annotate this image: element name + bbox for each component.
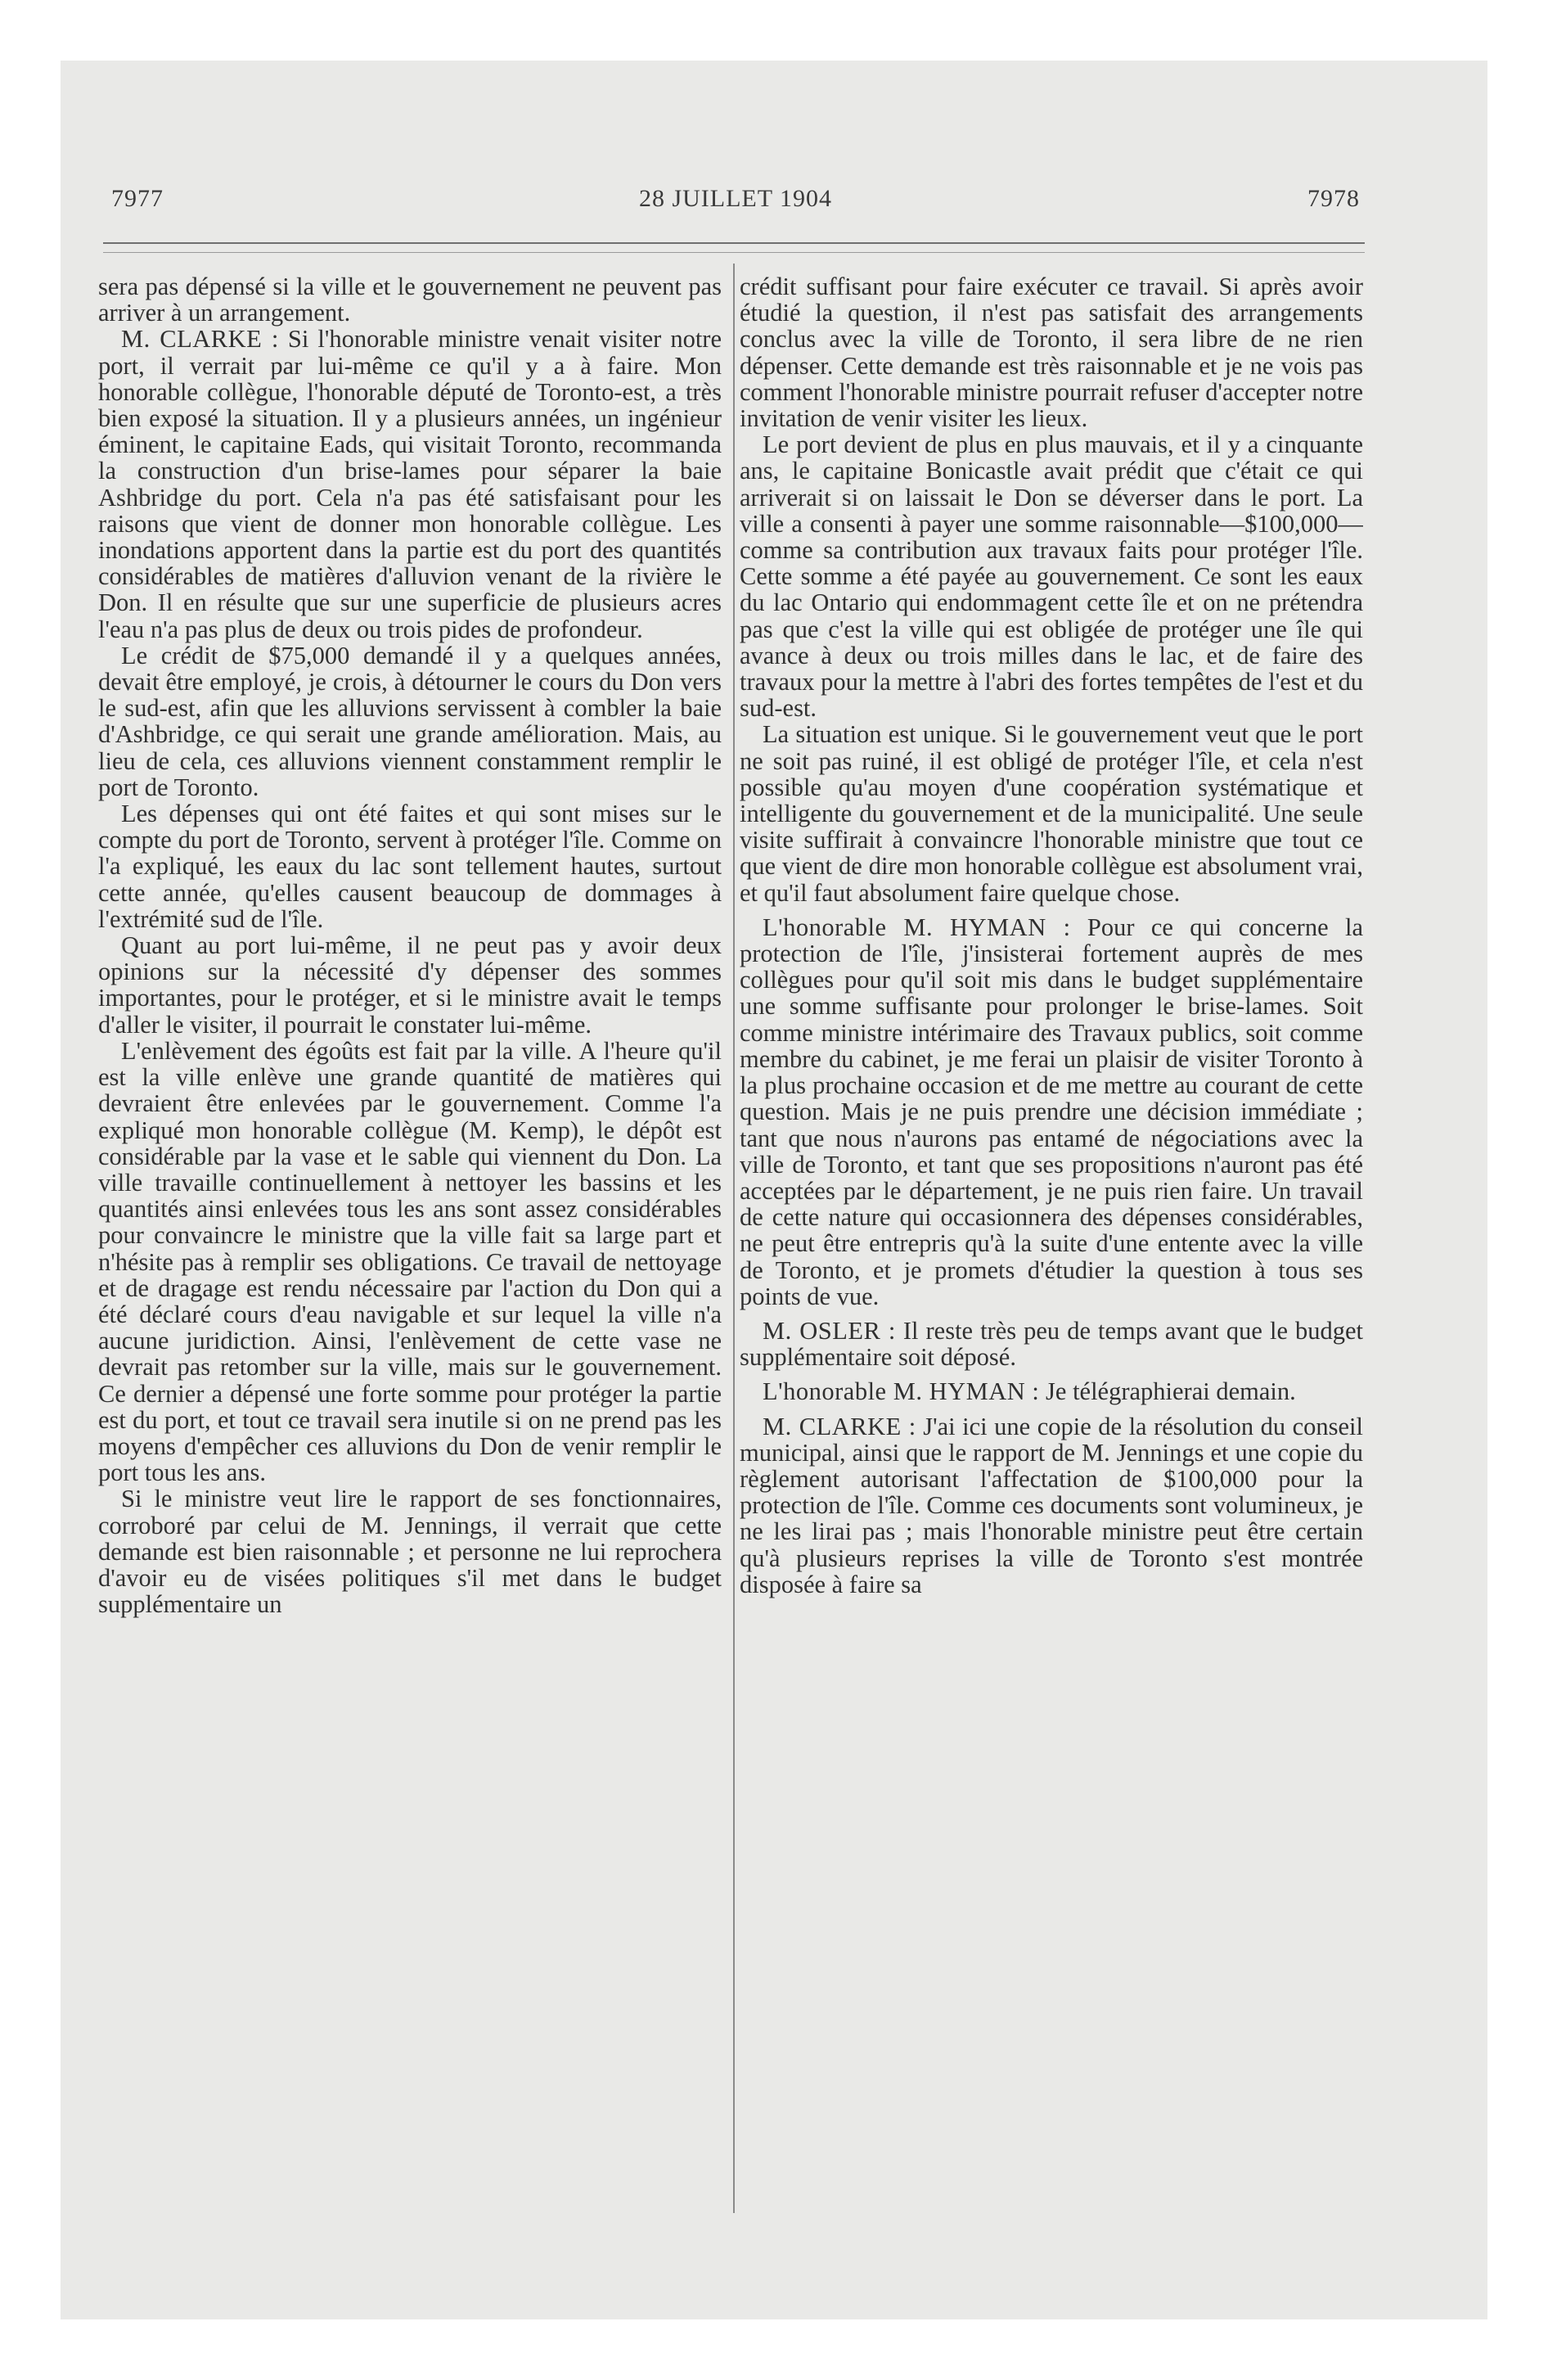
paragraph-text: Le crédit de $75,000 demandé il y a quelques années, devait être employé, je crois, à détourner le cours du Don vers le sud-est, afin que les alluvions servissent à combler la baie d'Ashbridge, ce qui serait une grande amélioration. Mais, au lieu de cela, ces alluvions viennent constamment remplir le port de Toronto. xyxy=(98,641,722,801)
paragraph-text: Le port devient de plus en plus mauvais, et il y a cinquante ans, le capitaine Bonicastle avait prédit que c'était ce qui arriverait si on laissait le Don se déverser dans le port. La ville a consenti à payer une somme raisonnable—$100,000—comme sa contribution aux travaux faits pour protéger l'île. Cette somme a été payée au gouvernement. Ce sont les eaux du lac Ontario qui endommagent cette île et on ne prétendra pas que c'est la ville qui est obligée de protéger une île qui avance à deux ou trois milles dans le lac, et de faire des travaux pour la mettre à l'abri des fortes tempêtes de l'est et du sud-est. xyxy=(740,430,1363,723)
paragraph-text: J'ai ici une copie de la résolution du conseil municipal, ainsi que le rapport de M. Jennings et une copie du règlement autorisant l'affectation de $100,000 pour la protection de l'île. Comme ces documents sont volumineux, je ne les lirai pas ; mais l'honorable ministre peut être certain qu'à plusieurs reprises la ville de Toronto s'est montrée disposée à faire sa xyxy=(740,1412,1363,1598)
paragraph xyxy=(98,932,722,1038)
speaker-name: M. CLARKE : xyxy=(121,325,279,354)
paragraph xyxy=(98,1485,722,1617)
speaker-name: L'honorable M. HYMAN : xyxy=(763,1377,1040,1406)
paragraph-text: Il reste très peu de temps avant que le budget supplémentaire soit déposé. xyxy=(740,1316,1363,1372)
paragraph xyxy=(740,914,1363,1309)
paragraph xyxy=(98,642,722,800)
paragraph-text: Je télégraphierai demain. xyxy=(1039,1377,1296,1406)
paragraph xyxy=(98,800,722,932)
speaker-name: M. CLARKE : xyxy=(763,1412,916,1440)
paragraph-text: crédit suffisant pour faire exécuter ce travail. Si après avoir étudié la question, il n'est pas satisfait des arrangements conclus avec la ville de Toronto, il sera libre de ne rien dépenser. Cette demande est très raisonnable et je ne vois pas comment l'honorable ministre pourrait refuser d'accepter notre invitation de venir visiter les lieux. xyxy=(740,273,1363,433)
paragraph xyxy=(740,1378,1363,1404)
paragraph-text: Quant au port lui-même, il ne peut pas y avoir deux opinions sur la nécessité d'y dépenser des sommes importantes, pour le protéger, et si le ministre avait le temps d'aller le visiter, il pourrait le constater lui-même. xyxy=(98,931,722,1039)
left-column xyxy=(98,273,722,2213)
page-number-right: 7978 xyxy=(1307,185,1360,212)
paragraph xyxy=(98,326,722,642)
paragraph-text: sera pas dépensé si la ville et le gouvernement ne peuvent pas arriver à un arrangement. xyxy=(98,273,722,327)
paragraph-text: La situation est unique. Si le gouvernement veut que le port ne soit pas ruiné, il est obligé de protéger l'île, et cela n'est possible qu'au moyen d'une coopération systématique et intelligente du gouvernement et de la municipalité. Une seule visite suffirait à convaincre l'honorable ministre que tout ce que vient de dire mon honorable collègue est absolument vrai, et qu'il faut absolument faire quelque chose. xyxy=(740,720,1363,907)
speaker-name: L'honorable M. HYMAN : xyxy=(763,913,1071,941)
paragraph-text: Les dépenses qui ont été faites et qui sont mises sur le compte du port de Toronto, servent à protéger l'île. Comme on l'a expliqué, les eaux du lac sont tellement hautes, surtout cette année, qu'elles causent beaucoup de dommages à l'extrémité sud de l'île. xyxy=(98,800,722,933)
paragraph xyxy=(98,273,722,326)
paragraph-text: L'enlèvement des égoûts est fait par la ville. A l'heure qu'il est la ville enlève une grande quantité de matières qui devraient être enlevées par le gouvernement. Comme l'a expliqué mon honorable collègue (M. Kemp), le dépôt est considérable par la vase et le sable qui viennent du Don. La ville travaille continuellement à nettoyer les bassins et les quantités ainsi enlevées tous les ans sont assez considérables pour convaincre le ministre que la ville fait sa large part et n'hésite pas à remplir ses obligations. Ce travail de nettoyage et de dragage est rendu nécessaire par l'action du Don qui a été déclaré cours d'eau navigable et sur lequel la ville n'a aucune juridiction. Ainsi, l'enlèvement de cette vase ne devrait pas retomber sur la ville, mais sur le gouvernement. Ce dernier a dépensé une forte somme pour protéger la partie est du port, et tout ce travail sera inutile si on ne prend pas les moyens d'empêcher ces alluvions du Don de venir remplir le port tous les ans. xyxy=(98,1036,722,1487)
right-column xyxy=(740,273,1363,2213)
paragraph xyxy=(740,431,1363,721)
paragraph-text: Pour ce qui concerne la protection de l'île, j'insisterai fortement auprès de mes collègues pour qu'il soit mis dans le budget supplémentaire une somme suffisante pour prolonger le brise-lames. Soit comme ministre intérimaire des Travaux publics, soit comme membre du cabinet, je me ferai un plaisir de visiter Toronto à la plus prochaine occasion et de me mettre au courant de cette question. Mais je ne puis prendre une décision immédiate ; tant que nous n'aurons pas entamé de négociations avec la ville de Toronto, et tant que ses propositions n'auront pas été acceptées par le département, je ne puis rien faire. Un travail de cette nature qui occasionnera des dépenses considérables, ne peut être entrepris qu'à la suite d'une entente avec la ville de Toronto, et je promets d'étudier la question à tous ses points de vue. xyxy=(740,913,1363,1310)
session-date: 28 JUILLET 1904 xyxy=(638,185,833,212)
paragraph-text: Si l'honorable ministre venait visiter notre port, il verrait par lui-même ce qu'il y a à faire. Mon honorable collègue, l'honorable député de Toronto-est, a très bien exposé la situation. Il y a plusieurs années, un ingénieur éminent, le capitaine Eads, qui visitait Toronto, recommanda la construction d'un brise-lames pour séparer la baie Ashbridge du port. Cela n'a pas été satisfaisant pour les raisons que vient de donner mon honorable collègue. Les inondations apportent dans la partie est du port des quantités considérables de matières d'alluvion venant de la rivière le Don. Il en résulte que sur une superficie de plusieurs acres l'eau n'a pas plus de deux ou trois pides de profondeur. xyxy=(98,325,722,643)
paragraph xyxy=(740,721,1363,905)
page-header xyxy=(111,185,1360,226)
paragraph xyxy=(740,1318,1363,1370)
paragraph xyxy=(740,273,1363,431)
speaker-name: M. OSLER : xyxy=(763,1316,896,1345)
paragraph xyxy=(98,1038,722,1485)
page-number-left: 7977 xyxy=(111,185,164,212)
header-rule-thin xyxy=(103,252,1365,253)
paragraph xyxy=(740,1413,1363,1598)
column-divider xyxy=(733,264,735,2213)
paragraph-text: Si le ministre veut lire le rapport de ses fonctionnaires, corroboré par celui de M. Jennings, il verrait que cette demande est bien raisonnable ; et personne ne lui reprochera d'avoir eu de visées politiques s'il met dans le budget supplémentaire un xyxy=(98,1485,722,1619)
header-rule xyxy=(103,242,1365,244)
